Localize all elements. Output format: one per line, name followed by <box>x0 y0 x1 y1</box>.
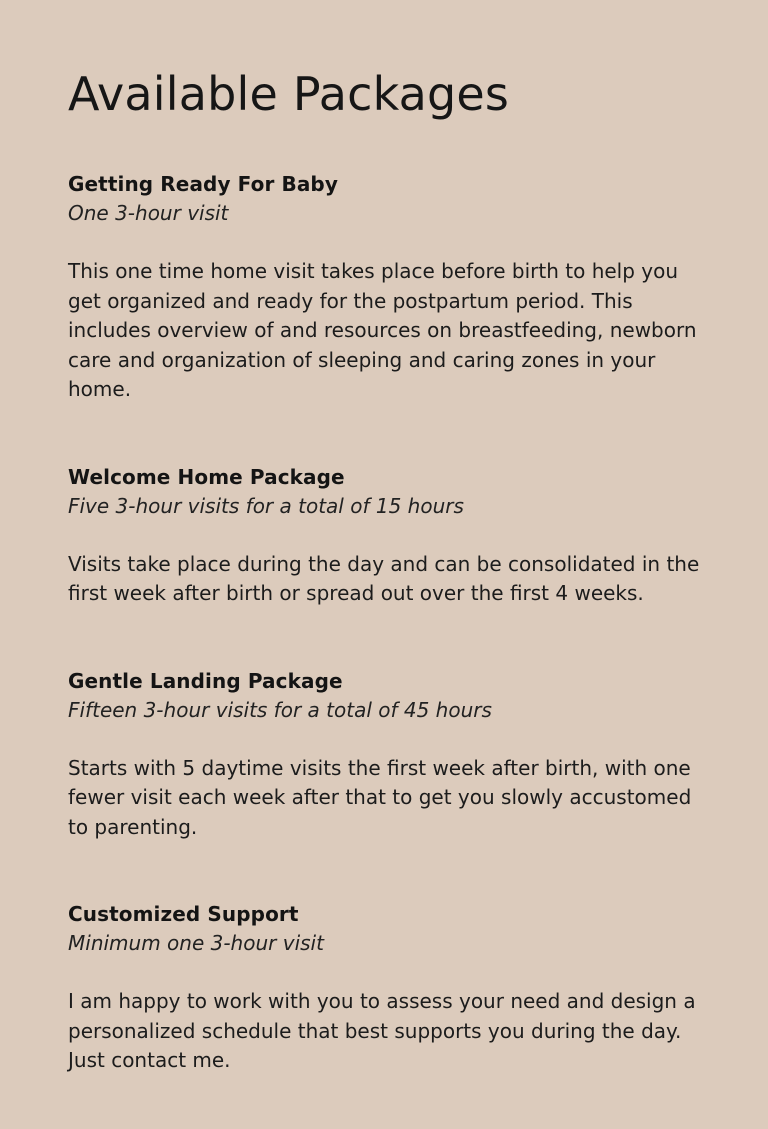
package-subtitle: One 3-hour visit <box>68 201 229 225</box>
package-getting-ready-for-baby <box>68 170 708 405</box>
package-name: Customized Support <box>68 902 299 926</box>
package-name: Getting Ready For Baby <box>68 172 338 196</box>
package-subtitle: Fifteen 3-hour visits for a total of 45 hours <box>68 697 492 722</box>
package-subtitle: Five 3-hour visits for a total of 15 hours <box>68 493 464 518</box>
package-welcome-home <box>68 463 708 609</box>
package-description: Starts with 5 daytime visits the first week after birth, with one fewer visit each week after that to get you slowly accustomed to parenting. <box>68 755 692 839</box>
package-name: Gentle Landing Package <box>68 668 343 693</box>
package-gentle-landing <box>68 667 708 843</box>
package-subtitle: Minimum one 3-hour visit <box>68 931 324 955</box>
package-name: Welcome Home Package <box>68 464 345 489</box>
package-list <box>68 170 768 1076</box>
package-description: I am happy to work with you to assess your need and design a personalized schedule that best supports you during the day. Just contact me. <box>68 989 696 1072</box>
package-description: Visits take place during the day and can be consolidated in the first week after birth or spread out over the first 4 weeks. <box>68 551 700 605</box>
package-description: This one time home visit takes place before birth to help you get organized and ready for the postpartum period. This includes overview of and resources on breastfeeding, newborn care and organization of sleeping and caring zones in your home. <box>68 259 697 401</box>
package-customized-support <box>68 900 708 1076</box>
page-title: Available Packages <box>68 67 510 121</box>
